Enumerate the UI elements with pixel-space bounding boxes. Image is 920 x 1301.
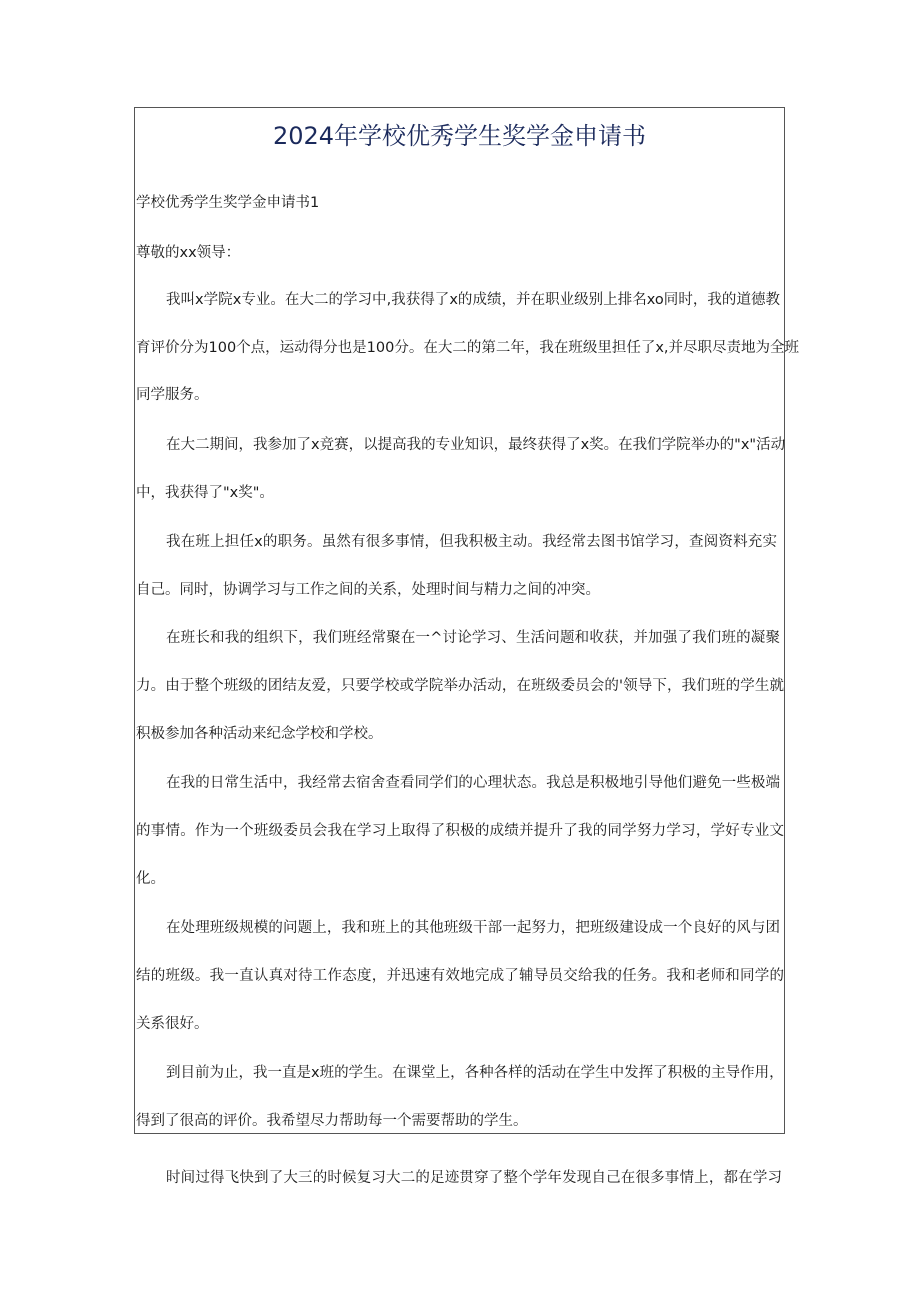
paragraph-line: 在我的日常生活中，我经常去宿舍查看同学们的心理状态。我总是积极地引导他们避免一些极端 xyxy=(166,775,780,791)
paragraph-line: 在处理班级规模的问题上，我和班上的其他班级干部一起努力，把班级建设成一个良好的风与团 xyxy=(166,920,780,936)
salutation: 尊敬的xx领导： xyxy=(136,245,241,261)
paragraph-line: 化。 xyxy=(136,871,165,887)
trailing-paragraph-line: 时间过得飞快到了大三的时候复习大二的足迹贯穿了整个学年发现自己在很多事情上，都在学习 xyxy=(166,1170,782,1186)
paragraph-line: 中，我获得了"x奖"。 xyxy=(136,485,274,501)
paragraph-line: 自己。同时，协调学习与工作之间的关系，处理时间与精力之间的冲突。 xyxy=(136,582,600,598)
paragraph-line: 同学服务。 xyxy=(136,387,209,403)
paragraph-line: 的事情。作为一个班级委员会我在学习上取得了积极的成绩并提升了我的同学努力学习，学好专业文 xyxy=(136,823,784,839)
paragraph-line: 积极参加各种活动来纪念学校和学校。 xyxy=(136,726,383,742)
paragraph-line: 在大二期间，我参加了x竞赛，以提高我的专业知识，最终获得了x奖。在我们学院举办的"x"活动 xyxy=(166,437,786,453)
section-heading: 学校优秀学生奖学金申请书1 xyxy=(136,195,320,211)
paragraph-line: 在班长和我的组织下，我们班经常聚在一^讨论学习、生活问题和收获，并加强了我们班的凝聚 xyxy=(166,630,780,646)
paragraph-line: 结的班级。我一直认真对待工作态度，并迅速有效地完成了辅导员交给我的任务。我和老师和同学的 xyxy=(136,968,784,984)
paragraph-line: 力。由于整个班级的团结友爱，只要学校或学院举办活动，在班级委员会的'领导下，我们班的学生就 xyxy=(136,678,784,694)
paragraph-line: 我叫x学院x专业。在大二的学习中,我获得了x的成绩，并在职业级别上排名xo同时，我的道德教 xyxy=(166,292,780,308)
paragraph-line: 育评价分为100个点，运动得分也是100分。在大二的第二年，我在班级里担任了x,并尽职尽责地为全班 xyxy=(136,340,800,356)
document-title: 2024年学校优秀学生奖学金申请书 xyxy=(272,122,647,150)
paragraph-line: 我在班上担任x的职务。虽然有很多事情，但我积极主动。我经常去图书馆学习，查阅资料充实 xyxy=(166,534,777,550)
paragraph-line: 关系很好。 xyxy=(136,1016,209,1032)
paragraph-line: 到目前为止，我一直是x班的学生。在课堂上，各种各样的活动在学生中发挥了积极的主导作用， xyxy=(166,1065,784,1081)
paragraph-line: 得到了很高的评价。我希望尽力帮助每一个需要帮助的学生。 xyxy=(136,1113,528,1129)
